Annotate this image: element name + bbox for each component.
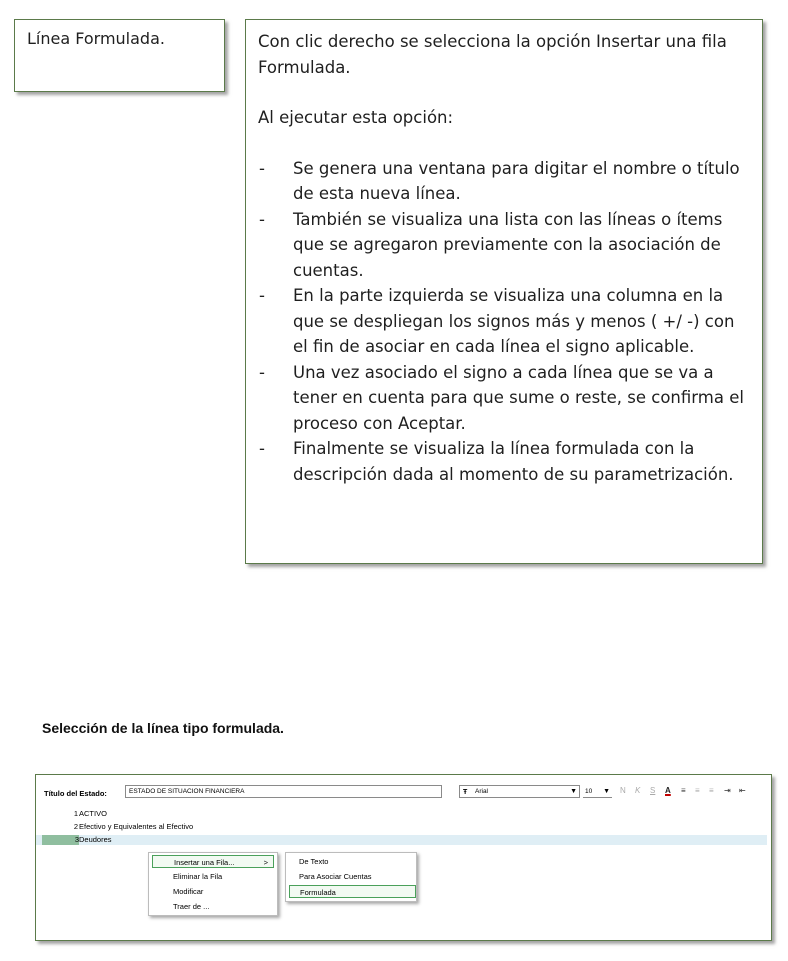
align-right-icon[interactable]: ≡ [709, 786, 714, 795]
chevron-down-icon[interactable]: ▼ [570, 788, 577, 795]
underline-icon[interactable]: S [650, 786, 656, 795]
font-size-value: 10 [585, 788, 593, 795]
font-family-select[interactable] [459, 785, 580, 798]
app-screenshot [35, 774, 772, 941]
menu-item-modify[interactable]: Modificar [173, 887, 204, 896]
insert-submenu [285, 852, 417, 902]
row-number: 1 [73, 809, 78, 818]
figure-caption: Selección de la línea tipo formulada. [42, 720, 284, 736]
context-menu [148, 852, 278, 916]
chevron-down-icon[interactable]: ▼ [603, 788, 610, 795]
right-explanation-box [245, 19, 763, 564]
font-size-select[interactable] [583, 785, 612, 798]
step-item: - Una vez asociado el signo a cada línea que se va a tener en cuenta para que sume o reste, se confirma el proceso con Aceptar. [258, 360, 750, 437]
table-row[interactable] [36, 809, 767, 819]
step-item: - Finalmente se visualiza la línea formulada con la descripción dada al momento de su parametrización. [258, 436, 750, 487]
step-item: - También se visualiza una lista con las líneas o ítems que se agregaron previamente con la asociación de cuentas. [258, 207, 750, 284]
title-label: Título del Estado: [44, 789, 107, 798]
lead-text: Al ejecutar esta opción: [258, 108, 454, 127]
menu-item-insert-row[interactable] [152, 855, 274, 868]
left-callout-title: Línea Formulada. [27, 29, 165, 48]
step-item: - En la parte izquierda se visualiza una columna en la que se despliegan los signos más y menos ( +/ -) con el fin de asociar en cada línea el signo aplicable. [258, 283, 750, 360]
submenu-item-text[interactable]: De Texto [299, 857, 329, 866]
bold-icon[interactable]: N [620, 786, 626, 795]
row-number: 2 [73, 822, 78, 831]
intro-text: Con clic derecho se selecciona la opción Insertar una fila Formulada. [258, 32, 727, 77]
menu-item-label: Insertar una Fila... [174, 858, 235, 867]
step-item: - Se genera una ventana para digitar el nombre o título de esta nueva línea. [258, 156, 750, 207]
align-left-icon[interactable]: ≡ [681, 786, 686, 795]
table-row[interactable] [36, 822, 767, 832]
row-number: 3 [42, 835, 79, 845]
align-center-icon[interactable]: ≡ [695, 786, 700, 795]
selected-table-row[interactable] [36, 835, 767, 845]
editor-toolbar [36, 775, 771, 801]
title-input[interactable]: ESTADO DE SITUACION FINANCIERA [125, 785, 442, 798]
chevron-right-icon: > [263, 858, 268, 867]
row-text: Deudores [79, 835, 112, 844]
italic-icon[interactable]: K [635, 786, 641, 795]
submenu-item-associate-accounts[interactable]: Para Asociar Cuentas [299, 872, 372, 881]
menu-item-bring-from[interactable]: Traer de ... [173, 902, 210, 911]
menu-item-delete-row[interactable]: Eliminar la Fila [173, 872, 223, 881]
font-color-icon[interactable]: A [665, 786, 671, 795]
row-text: Efectivo y Equivalentes al Efectivo [79, 822, 194, 831]
indent-icon[interactable]: ⇥ [724, 786, 731, 795]
font-type-icon: Ŧ [463, 789, 468, 796]
row-text: ACTIVO [79, 809, 107, 818]
font-family-value: Arial [475, 788, 489, 795]
steps-list [258, 156, 750, 488]
outdent-icon[interactable]: ⇤ [739, 786, 746, 795]
submenu-item-formulated[interactable]: Formulada [289, 885, 416, 898]
left-callout-box [14, 19, 225, 92]
